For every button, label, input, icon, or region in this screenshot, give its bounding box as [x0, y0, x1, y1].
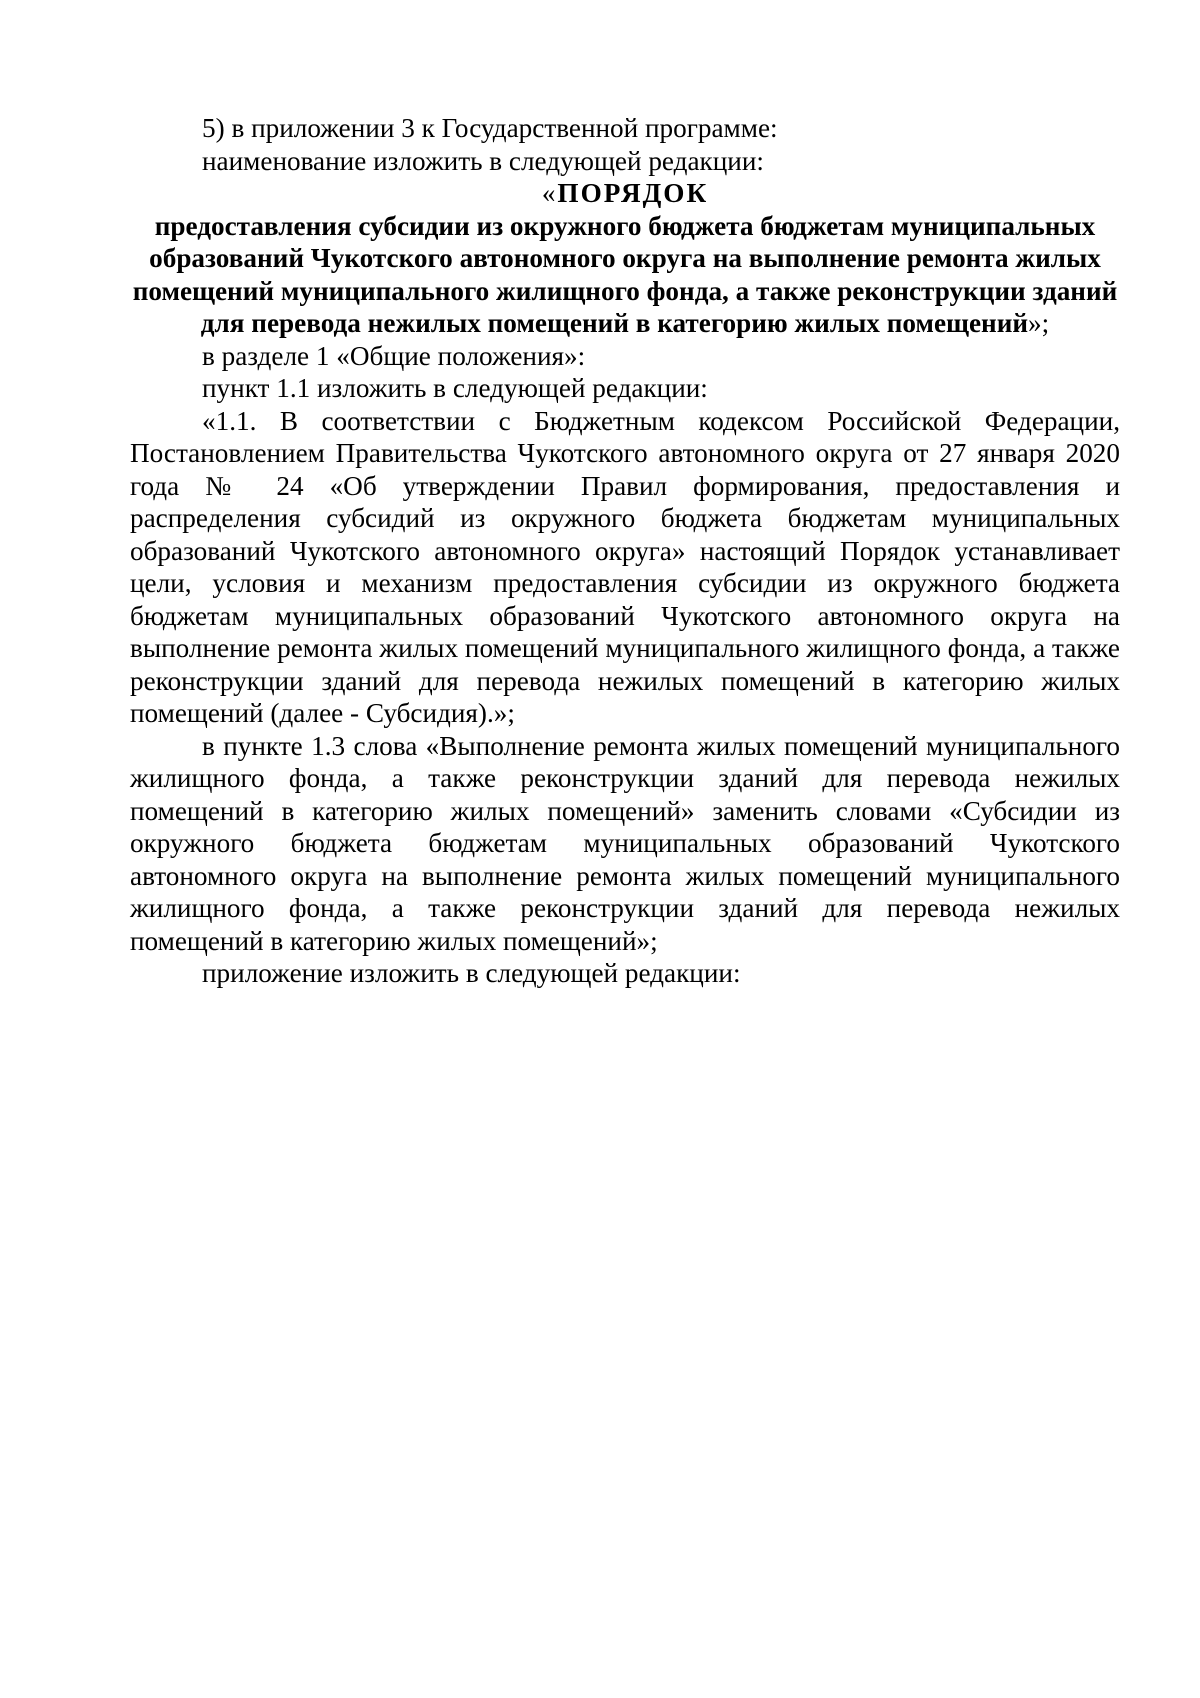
- subtitle-text: предоставления субсидии из окружного бюджета бюджетам муниципальных образований Чукотского автономного округа на выполнение ремонта жилых помещений муниципального жилищного фонда, а также реконструкции зданий для перевода нежилых помещений в категорию жилых помещений: [132, 210, 1118, 338]
- subtitle-close-quote: »;: [1028, 308, 1050, 338]
- document-title: [130, 177, 1120, 210]
- paragraph-point-1-3: в пункте 1.3 слова «Выполнение ремонта жилых помещений муниципального жилищного фонда, а также реконструкции зданий для перевода нежилых помещений в категорию жилых помещений» заменить словами «Субсидии из окружного бюджета бюджетам муниципальных образований Чукотского автономного округа на выполнение ремонта жилых помещений муниципального жилищного фонда, а также реконструкции зданий для перевода нежилых помещений в категорию жилых помещений»;: [130, 730, 1120, 956]
- appendix-line: приложение изложить в следующей редакции:: [202, 958, 741, 988]
- intro-line-appendix: 5) в приложении 3 к Государственной программе:: [202, 113, 778, 143]
- title-main-text: ПОРЯДОК: [557, 178, 709, 208]
- section-line: в разделе 1 «Общие положения»:: [202, 340, 586, 371]
- document-page: [130, 112, 1120, 990]
- paragraph-point-1-1: «1.1. В соответствии с Бюджетным кодексом Российской Федерации, Постановлением Правительства Чукотского автономного округа от 27 января 2020 года № 24 «Об утверждении Правил формирования, предоставления и распределения субсидий из окружного бюджета бюджетам муниципальных образований Чукотского автономного округа» настоящий Порядок устанавливает цели, условия и механизм предоставления субсидии из окружного бюджета бюджетам муниципальных образований Чукотского автономного округа на выполнение ремонта жилых помещений муниципального жилищного фонда, а также реконструкции зданий для перевода нежилых помещений в категорию жилых помещений (далее - Субсидия).»;: [130, 405, 1120, 728]
- title-open-quote: «: [541, 178, 558, 208]
- intro-line-title-change: наименование изложить в следующей редакции:: [202, 145, 764, 176]
- document-subtitle: [130, 210, 1120, 340]
- point-line: пункт 1.1 изложить в следующей редакции:: [202, 373, 708, 403]
